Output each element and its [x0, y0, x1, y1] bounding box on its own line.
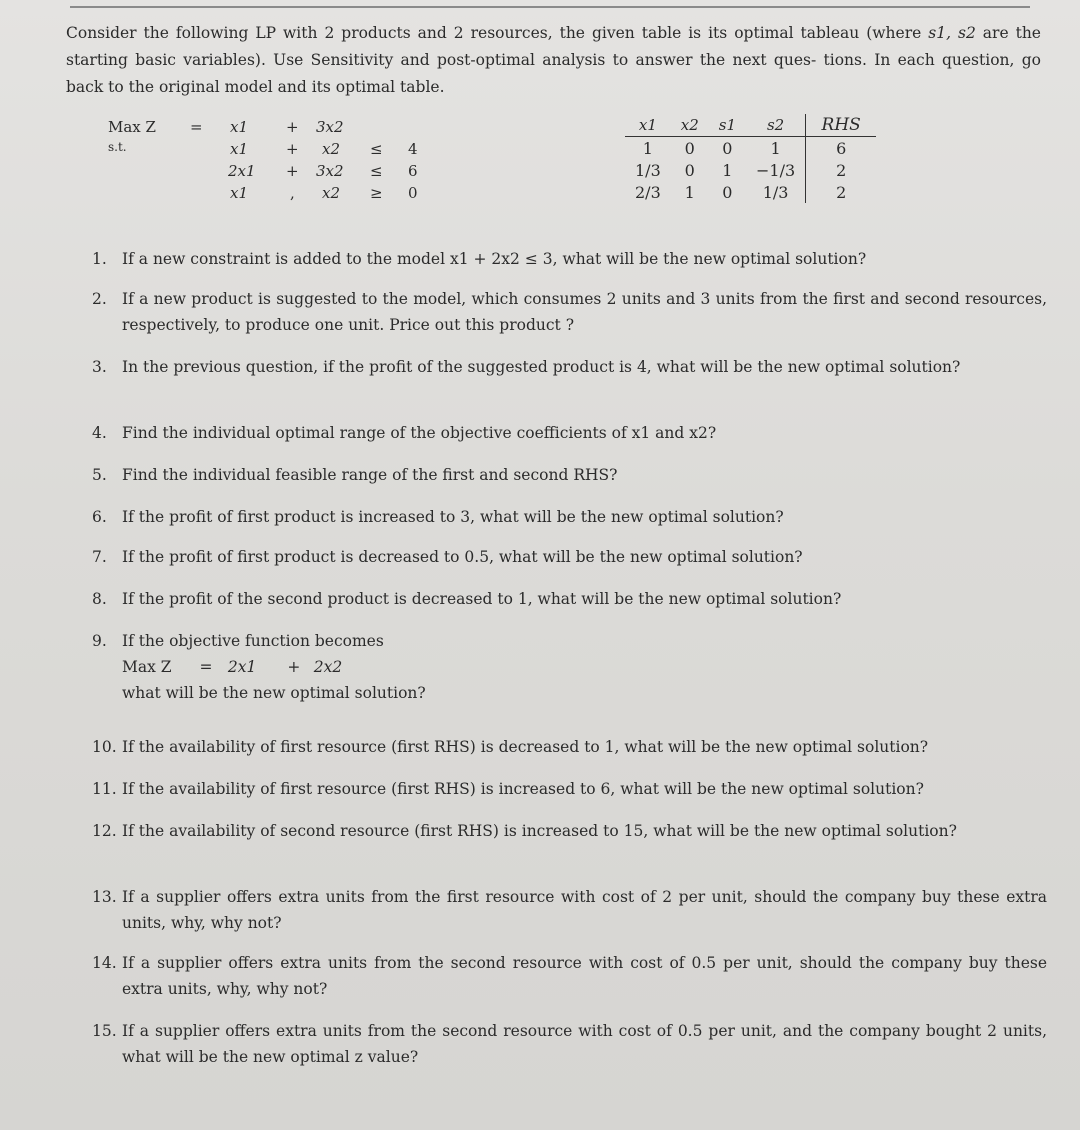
obj-eq: = — [199, 658, 213, 676]
question-text-after: what will be the new optimal solution? — [122, 684, 426, 702]
question-number: 8. — [92, 590, 107, 608]
question-text: If the availability of second resource (first RHS) is increased to 15, what will be the new optimal solution? — [122, 822, 957, 840]
tableau-cell: 0 — [684, 160, 695, 180]
question-item — [92, 1018, 1047, 1070]
tableau-cell: 1 — [684, 182, 695, 202]
question-text: If a supplier offers extra units from the second resource with cost of 0.5 per unit, and the company bought 2 units, what will be the new optimal z value? — [122, 1022, 1047, 1066]
c2-op: ≤ — [370, 162, 383, 180]
question-item — [92, 776, 1047, 802]
obj-plus: + — [287, 658, 301, 676]
tableau-cell: 2 — [806, 159, 877, 181]
tableau-cell: 1/3 — [635, 160, 661, 180]
tableau-cell: 2 — [806, 181, 877, 203]
nn-term-1: x1 — [230, 184, 249, 202]
objective-label: Max Z — [108, 118, 156, 136]
question-number: 12. — [92, 822, 117, 840]
constraint-row-1 — [108, 140, 438, 162]
tableau-cell: 0 — [722, 138, 733, 158]
question-item — [92, 818, 1047, 844]
tableau-col-header: x2 — [671, 114, 709, 137]
question-text: If the availability of first resource (first RHS) is increased to 6, what will be the new optimal solution? — [122, 780, 924, 798]
tableau-col-header: s2 — [746, 114, 806, 137]
tableau-cell: 1 — [722, 160, 733, 180]
tableau-cell: 1 — [770, 138, 781, 158]
c1-term-2: x2 — [322, 140, 341, 158]
question-item — [92, 286, 1047, 338]
question-item — [92, 734, 1047, 760]
question-item — [92, 950, 1047, 1002]
intro-line-3: tions. In each question, go back to the original model and its optimal table. — [66, 51, 1041, 96]
c1-rhs: 4 — [408, 140, 418, 158]
question-item — [92, 586, 1047, 612]
nonneg-row — [108, 184, 438, 206]
nn-rhs: 0 — [408, 184, 418, 202]
question-number: 13. — [92, 888, 117, 906]
c2-term-2: 3x2 — [316, 162, 344, 180]
question-number: 10. — [92, 738, 117, 756]
tableau-cell: 0 — [684, 138, 695, 158]
obj-label: Max Z — [122, 658, 172, 676]
question-text: If the profit of the second product is decreased to 1, what will be the new optimal solution? — [122, 590, 842, 608]
obj-term-1: 2x1 — [227, 658, 257, 676]
tableau-col-header: s1 — [709, 114, 746, 137]
c1-op: ≤ — [370, 140, 383, 158]
question-text: If the availability of first resource (first RHS) is decreased to 1, what will be the new optimal solution? — [122, 738, 929, 756]
question-9-objective — [92, 654, 1047, 680]
c2-term-1: 2x1 — [228, 162, 256, 180]
c2-rhs: 6 — [408, 162, 418, 180]
question-item — [92, 354, 1047, 380]
question-number: 6. — [92, 508, 107, 526]
tableau-row — [625, 137, 876, 160]
obj-term-2: 2x2 — [313, 658, 343, 676]
question-text: Find the individual optimal range of the objective coefficients of x1 and x2? — [122, 424, 717, 442]
objective-row — [108, 118, 438, 140]
tableau-cell: 0 — [722, 182, 733, 202]
objective-term-1: x1 — [230, 118, 249, 136]
question-item — [92, 628, 1047, 706]
intro-line-2: are the starting basic variables). Use Sensitivity and post-optimal analysis to answer the next ques- — [66, 24, 1041, 69]
c1-term-1: x1 — [230, 140, 249, 158]
objective-plus: + — [286, 118, 299, 136]
question-number: 1. — [92, 250, 107, 268]
question-item — [92, 504, 1047, 530]
tableau-col-header: RHS — [806, 114, 877, 137]
tableau-row — [625, 181, 876, 203]
question-text: If a new product is suggested to the model, which consumes 2 units and 3 units from the first and second resources, respectively, to produce one unit. Price out this product ? — [122, 290, 1047, 334]
question-number: 4. — [92, 424, 107, 442]
question-text: If the objective function becomes — [122, 632, 384, 650]
objective-eq: = — [190, 118, 203, 136]
question-text: If the profit of first product is increased to 3, what will be the new optimal solution? — [122, 508, 784, 526]
optimal-tableau — [625, 114, 876, 203]
question-number: 11. — [92, 780, 117, 798]
c1-plus: + — [286, 140, 299, 158]
constraint-row-2 — [108, 162, 438, 184]
question-number: 5. — [92, 466, 107, 484]
intro-line-1: Consider the following LP with 2 products and 2 resources, the given table is its optimal tableau (where — [66, 24, 922, 42]
question-text: Find the individual feasible range of the first and second RHS? — [122, 466, 618, 484]
tableau-header — [625, 114, 876, 137]
lp-model — [108, 118, 438, 206]
question-item — [92, 544, 1047, 570]
tableau-col-header: x1 — [625, 114, 671, 137]
objective-term-2: 3x2 — [316, 118, 344, 136]
intro-paragraph — [66, 20, 1041, 101]
top-rule — [70, 6, 1030, 8]
question-item — [92, 462, 1047, 488]
question-text: In the previous question, if the profit of the suggested product is 4, what will be the new optimal solution? — [122, 358, 961, 376]
question-text: If a new constraint is added to the model x1 + 2x2 ≤ 3, what will be the new optimal solution? — [122, 250, 867, 268]
tableau-cell: 6 — [806, 137, 877, 160]
st-label: s.t. — [108, 140, 127, 154]
question-number: 9. — [92, 632, 107, 650]
question-number: 7. — [92, 548, 107, 566]
question-text: If the profit of first product is decreased to 0.5, what will be the new optimal solution? — [122, 548, 803, 566]
intro-basic-vars: s1, s2 — [928, 24, 976, 42]
question-number: 3. — [92, 358, 107, 376]
question-number: 2. — [92, 290, 107, 308]
nn-term-2: x2 — [322, 184, 341, 202]
tableau-cell: 1 — [642, 138, 653, 158]
question-item — [92, 884, 1047, 936]
question-text: If a supplier offers extra units from the second resource with cost of 0.5 per unit, should the company buy these extra units, why, why not? — [122, 954, 1047, 998]
tableau-cell: 1/3 — [762, 182, 789, 202]
tableau-row — [625, 159, 876, 181]
question-text: If a supplier offers extra units from the first resource with cost of 2 per unit, should the company buy these extra units, why, why not? — [122, 888, 1047, 932]
tableau-cell: 2/3 — [635, 182, 661, 202]
question-number: 14. — [92, 954, 117, 972]
c2-plus: + — [286, 162, 299, 180]
tableau-cell: −1/3 — [756, 160, 796, 180]
nn-sep: , — [290, 184, 295, 202]
nn-op: ≥ — [370, 184, 383, 202]
question-item — [92, 246, 1047, 272]
question-number: 15. — [92, 1022, 117, 1040]
question-item — [92, 420, 1047, 446]
